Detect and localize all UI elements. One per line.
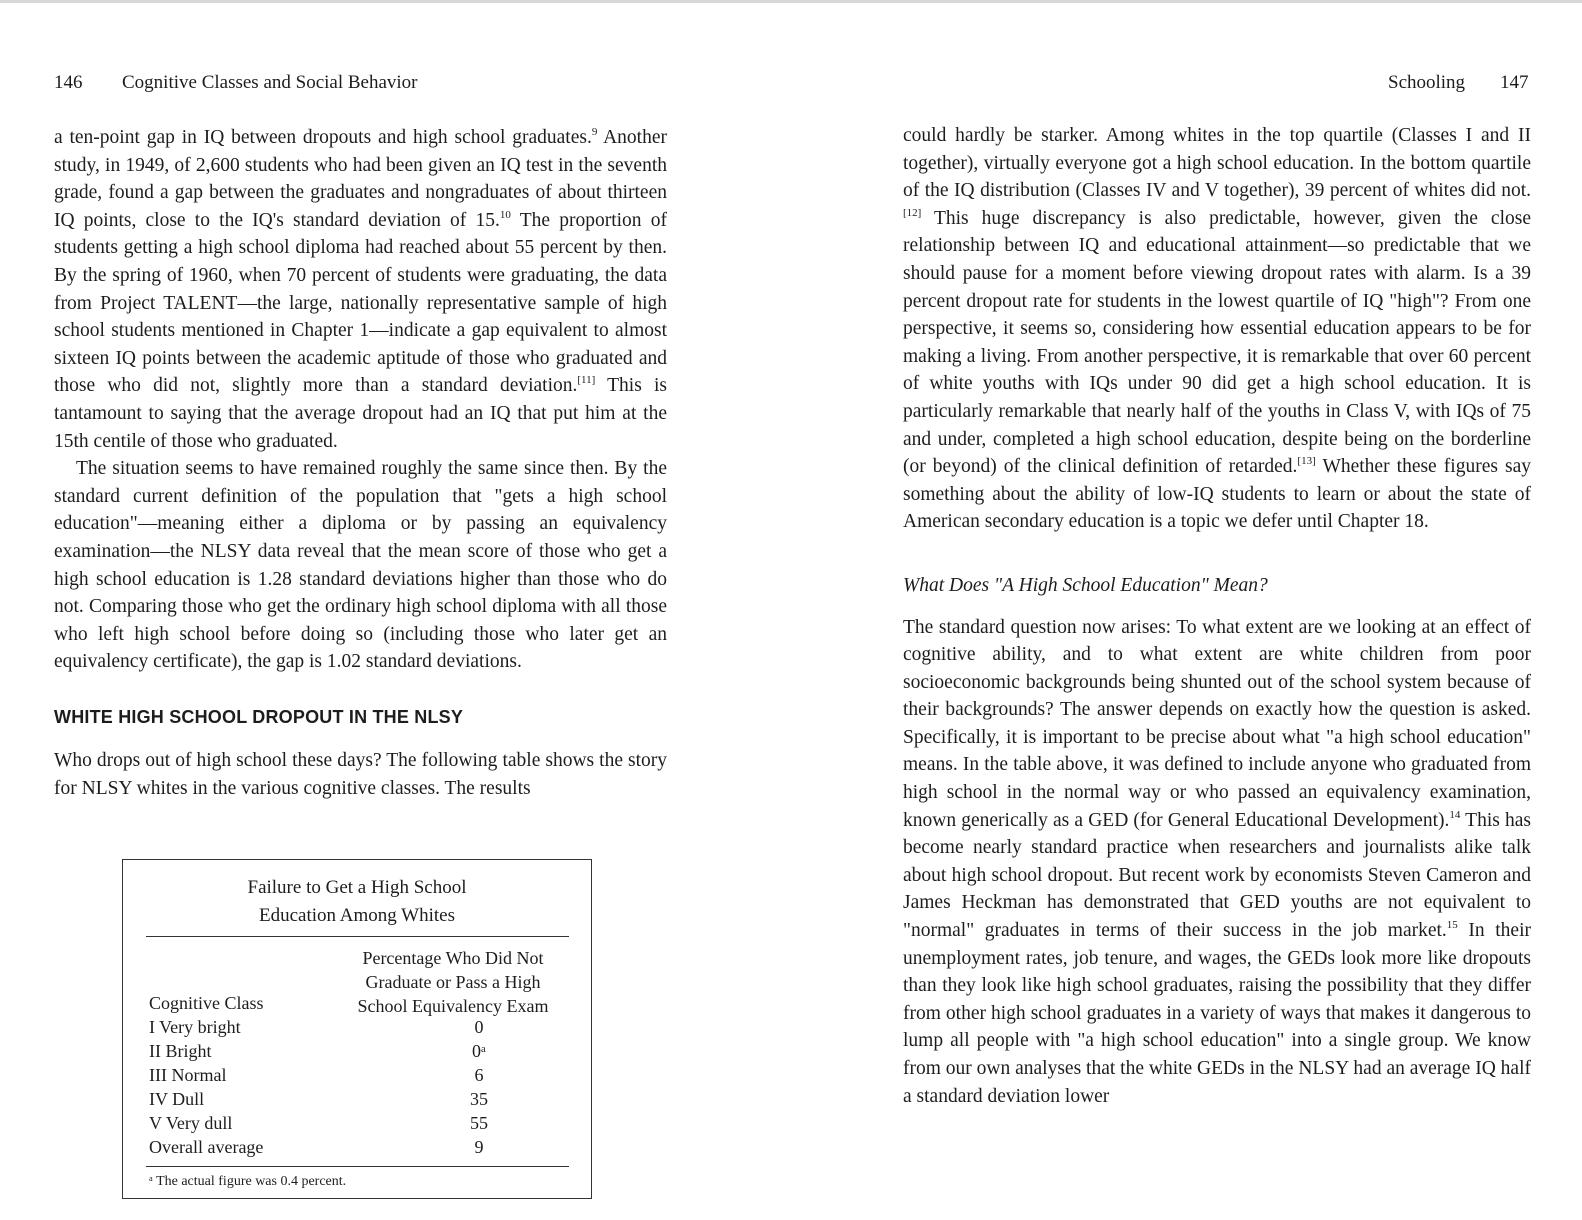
dropout-table — [122, 859, 592, 1199]
text-run: a ten-point gap in IQ between dropouts and high school graduates. — [54, 127, 592, 148]
table-row — [149, 1113, 569, 1137]
page-number-right: 147 — [1500, 72, 1529, 93]
row-label: III Normal — [149, 1065, 227, 1085]
text-run: This is tantamount to saying that the average dropout had an IQ that put him at the 15th centile of those who graduated. — [54, 375, 667, 452]
section-heading: WHITE HIGH SCHOOL DROPOUT IN THE NLSY — [54, 706, 464, 727]
left-page — [0, 0, 790, 1220]
text-run: Whether these figures say something about the ability of low-IQ students to learn or about the state of American secondary education is a topic we defer until Chapter 18. — [903, 456, 1532, 533]
table-title — [123, 874, 591, 930]
row-label: V Very dull — [149, 1113, 233, 1133]
table-row — [149, 1137, 569, 1161]
row-value: 55 — [470, 1113, 488, 1133]
footnote-ref-9[interactable]: 9 — [591, 126, 598, 138]
left-paragraph-1 — [54, 124, 667, 455]
footnote-ref-12[interactable]: [12] — [903, 206, 922, 219]
left-paragraph-3: Who drops out of high school these days? The following table shows the story for NLSY whites in the various cognitive classes. The results — [54, 750, 667, 800]
left-body — [54, 124, 667, 803]
footnote-ref-15[interactable]: 15 — [1446, 919, 1458, 932]
text-run: The standard question now arises: To what extent are we looking at an effect of cognitive ability, and to what extent are white children from poor socioeconomic backgrounds being shunted out of the school system because of their backgrounds? The answer depends on exactly how the question is asked. Specifically, it is important to be precise about what "a high school education" means. In the table above, it was defined to include anyone who graduated from high school in the normal way or who passed an equivalency examination, known generically as a GED (for General Educational Development). — [903, 616, 1531, 831]
row-value: 6 — [474, 1065, 484, 1085]
running-head-right: Schooling — [1388, 72, 1466, 93]
text-run: This huge discrepancy is also predictable, however, given the close relationship between IQ and educational attainment—so predictable that we should pause for a moment before viewing dropout rates with alarm. Is a 39 percent dropout rate for students in the lowest quartile of IQ "high"? From one perspective, it seems so, considering how essential education appears to be for making a living. From another perspective, it is remarkable that over 60 percent of white youths with IQs under 90 did get a high school education. It is particularly remarkable that nearly half of the youths in Class V, with IQs of 75 and under, completed a high school education, despite being on the borderline (or beyond) of the clinical definition of retarded. — [903, 207, 1531, 478]
row-label: Overall average — [149, 1137, 264, 1157]
right-paragraph-1 — [903, 122, 1531, 536]
table-footnote: ᵃ The actual figure was 0.4 percent. — [149, 1174, 347, 1189]
table-row — [149, 1017, 569, 1041]
table-header-percentage — [333, 946, 573, 1018]
right-body — [903, 122, 1531, 1110]
header-line: Percentage Who Did Not — [362, 948, 544, 968]
text-run: could hardly be starker. Among whites in the top quartile (Classes I and II together), virtually everyone got a high school education. In the bottom quartile of the IQ distribution (Classes IV and V together), 39 percent of whites did not. — [903, 125, 1531, 202]
footnote-ref-11[interactable]: [11] — [577, 374, 596, 387]
row-value: 35 — [470, 1089, 488, 1109]
table-row — [149, 1041, 569, 1065]
right-paragraph-2 — [903, 614, 1531, 1111]
text-run: The proportion of students getting a high school diploma had reached about 55 percent by then. By the spring of 1960, when 70 percent of students were graduating, the data from Project TALENT—the large, nationally representative sample of high school students mentioned in Chapter 1—indicate a gap equivalent to almost sixteen IQ points between the academic aptitude of those who graduated and those who did not, slightly more than a standard deviation. — [54, 209, 667, 397]
row-value: 9 — [474, 1137, 484, 1157]
row-label: II Bright — [149, 1041, 212, 1061]
row-value: 0 — [474, 1017, 484, 1037]
text-run: Another study, in 1949, of 2,600 students who had been given an IQ test in the seventh grade, found a gap between the graduates and nongraduates of about thirteen IQ points, close to the IQ's standard deviation of 15. — [54, 127, 668, 231]
header-line: School Equivalency Exam — [357, 996, 549, 1016]
footnote-ref-10[interactable]: 10 — [499, 208, 511, 221]
table-title-line-1: Failure to Get a High School — [247, 877, 467, 898]
page-number-left: 146 — [54, 72, 83, 93]
section-subheading: What Does "A High School Education" Mean? — [903, 574, 1268, 596]
table-rule-top — [146, 936, 569, 937]
table-row — [149, 1065, 569, 1089]
footnote-ref-13[interactable]: [13] — [1297, 455, 1316, 468]
text-run: In their unemployment rates, job tenure, and wages, the GEDs look more like dropouts than they look like high school graduates, raising the possibility that they differ from other high school graduates in a variety of ways that makes it dangerous to lump all people with "a high school education" into a single group. We know from our own analyses that the white GEDs in the NLSY had an average IQ half a standard deviation lower — [903, 920, 1531, 1107]
text-run: This has become nearly standard practice when researchers and journalists alike talk about high school dropout. But recent work by economists Steven Cameron and James Heckman has demonstrated that GED youths are not equivalent to "normal" graduates in terms of their success in the job market. — [903, 809, 1531, 942]
left-paragraph-2: The situation seems to have remained roughly the same since then. By the standard current definition of the population that "gets a high school education"—meaning either a diploma or by passing an equivalency examination—the NLSY data reveal that the mean score of those who get a high school education is 1.28 standard deviations higher than those who do not. Comparing those who get the ordinary high school diploma with all those who left high school before doing so (including those who later get an equivalency certificate), the gap is 1.02 standard deviations. — [54, 458, 667, 673]
table-rule-bottom — [146, 1166, 569, 1167]
row-label: IV Dull — [149, 1089, 205, 1109]
right-page — [790, 0, 1582, 1220]
footnote-ref-14[interactable]: 14 — [1449, 808, 1461, 821]
row-value: 0ᵃ — [472, 1041, 486, 1061]
table-row — [149, 1089, 569, 1113]
table-title-line-2: Education Among Whites — [259, 905, 455, 926]
row-label: I Very bright — [149, 1017, 241, 1037]
table-header-class: Cognitive Class — [149, 993, 264, 1013]
header-line: Graduate or Pass a High — [365, 972, 541, 992]
running-head-left: Cognitive Classes and Social Behavior — [122, 72, 418, 93]
